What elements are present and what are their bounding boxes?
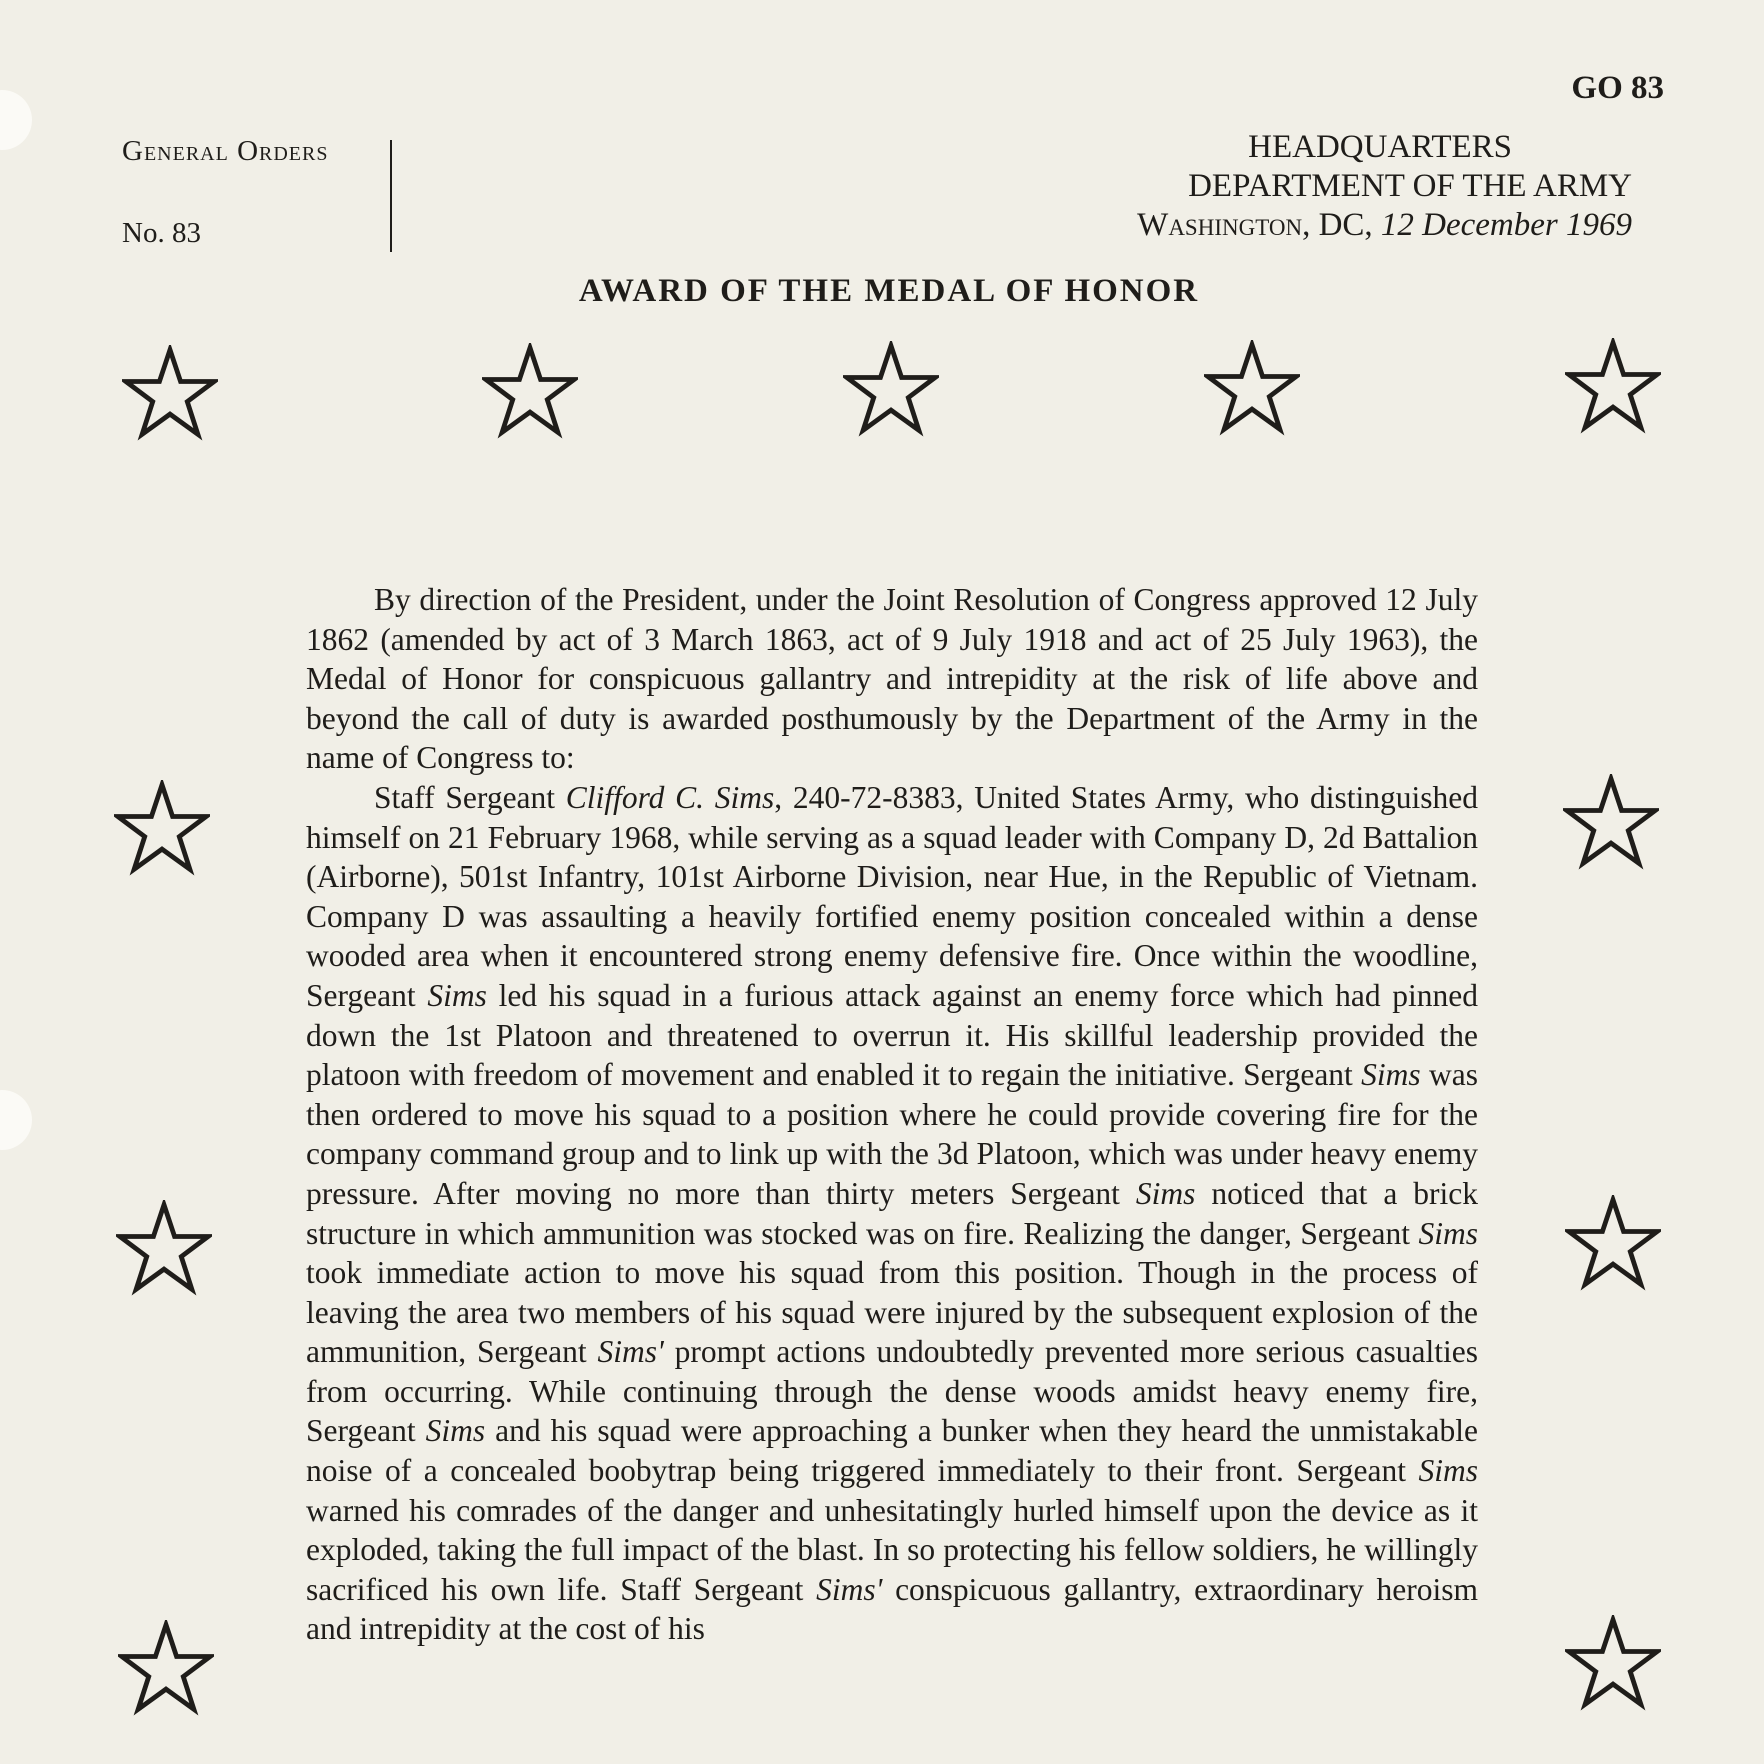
hq-city: Washington, DC, [1137,207,1373,243]
hq-line2: DEPARTMENT OF THE ARMY [1188,168,1632,204]
text-run: and his squad were approaching a bunker when they heard the unmistakable noise of a concealed boobytrap being triggered immediately to their front. Sergeant [306,1413,1479,1489]
star-outline-icon [122,345,218,441]
hq-line1: HEADQUARTERS [1248,129,1512,165]
star-outline-icon [1565,1615,1661,1711]
general-orders-label: General Orders [122,135,329,167]
star-outline-icon [1565,1195,1661,1291]
headquarters-block [1137,128,1632,245]
surname: Sims [1418,1453,1479,1489]
surname-possessive: Sims' [597,1334,664,1370]
text-run: conspicuous gallantry, extraordinary heroism and intrepidity at the cost of his [306,1571,1478,1647]
punch-hole [0,1090,32,1150]
surname: Sims [425,1413,486,1449]
text-run: was then ordered to move his squad to a position where he could provide covering fire for the company command group and to link up with the 3d Platoon, which was under heavy enemy pressure. After moving no more than thirty meters Sergeant [306,1057,1478,1211]
general-orders-block [122,135,329,249]
star-outline-icon [114,780,210,876]
recipient-name: Clifford C. Sims [565,779,775,815]
hq-date: 12 December 1969 [1380,207,1632,243]
text-run: , 240-72-8383, United States Army, who distinguished himself on 21 February 1968, while serving as a squad leader with Company D, 2d Battalion (Airborne), 501st Infantry, 101st Airborne Division, near Hue, in the Republic of Vietnam. Company D was assaulting a heavily fortified enemy position concealed within a dense wooded area when it encountered strong enemy defensive fire. Once within the woodline, Sergeant [306,779,1479,1013]
star-outline-icon [1563,774,1659,870]
citation-paragraph-2 [306,778,1478,1649]
surname: Sims [427,977,487,1013]
order-number: No. 83 [122,217,201,249]
star-outline-icon [482,343,578,439]
surname: Sims [1361,1057,1421,1093]
punch-hole [0,90,32,150]
hq-line3 [1137,206,1632,245]
star-outline-icon [1565,338,1661,434]
surname: Sims [1135,1175,1196,1211]
surname: Sims [1418,1215,1479,1251]
citation-body [306,580,1478,1649]
go-corner-label: GO 83 [1571,70,1664,106]
text-run: prompt actions undoubtedly prevented more serious casualties from occurring. While continuing through the dense woods amidst heavy enemy fire, Sergeant [306,1334,1479,1449]
text-run: led his squad in a furious attack against an enemy force which had pinned down the 1st Platoon and threatened to overrun it. His skillful leadership provided the platoon with freedom of movement and enabled it to regain the initiative. Sergeant [306,977,1479,1093]
page-title: AWARD OF THE MEDAL OF HONOR [578,273,1200,309]
bracket-divider [390,140,392,252]
text-run: Staff Sergeant [374,779,556,815]
surname-possessive: Sims' [816,1571,883,1607]
text-run: took immediate action to move his squad from this position. Though in the process of leaving the area two members of his squad were injured by the subsequent explosion of the ammunition, Sergeant [306,1255,1478,1370]
star-outline-icon [116,1200,212,1296]
star-outline-icon [843,341,939,437]
text-run: noticed that a brick structure in which ammunition was stocked was on fire. Realizing the danger, Sergeant [306,1175,1479,1251]
star-outline-icon [1204,340,1300,436]
text-run: warned his comrades of the danger and unhesitatingly hurled himself upon the device as it exploded, taking the full impact of the blast. In so protecting his fellow soldiers, he willingly sacrificed his own life. Staff Sergeant [306,1492,1478,1607]
star-outline-icon [118,1620,214,1716]
citation-paragraph-1: By direction of the President, under the Joint Resolution of Congress approved 12 July 1862 (amended by act of 3 March 1863, act of 9 July 1918 and act of 25 July 1963), the Medal of Honor for conspicuous gallantry and intrepidity at the risk of life above and beyond the call of duty is awarded posthumously by the Department of the Army in the name of Congress to: [306,582,1478,776]
